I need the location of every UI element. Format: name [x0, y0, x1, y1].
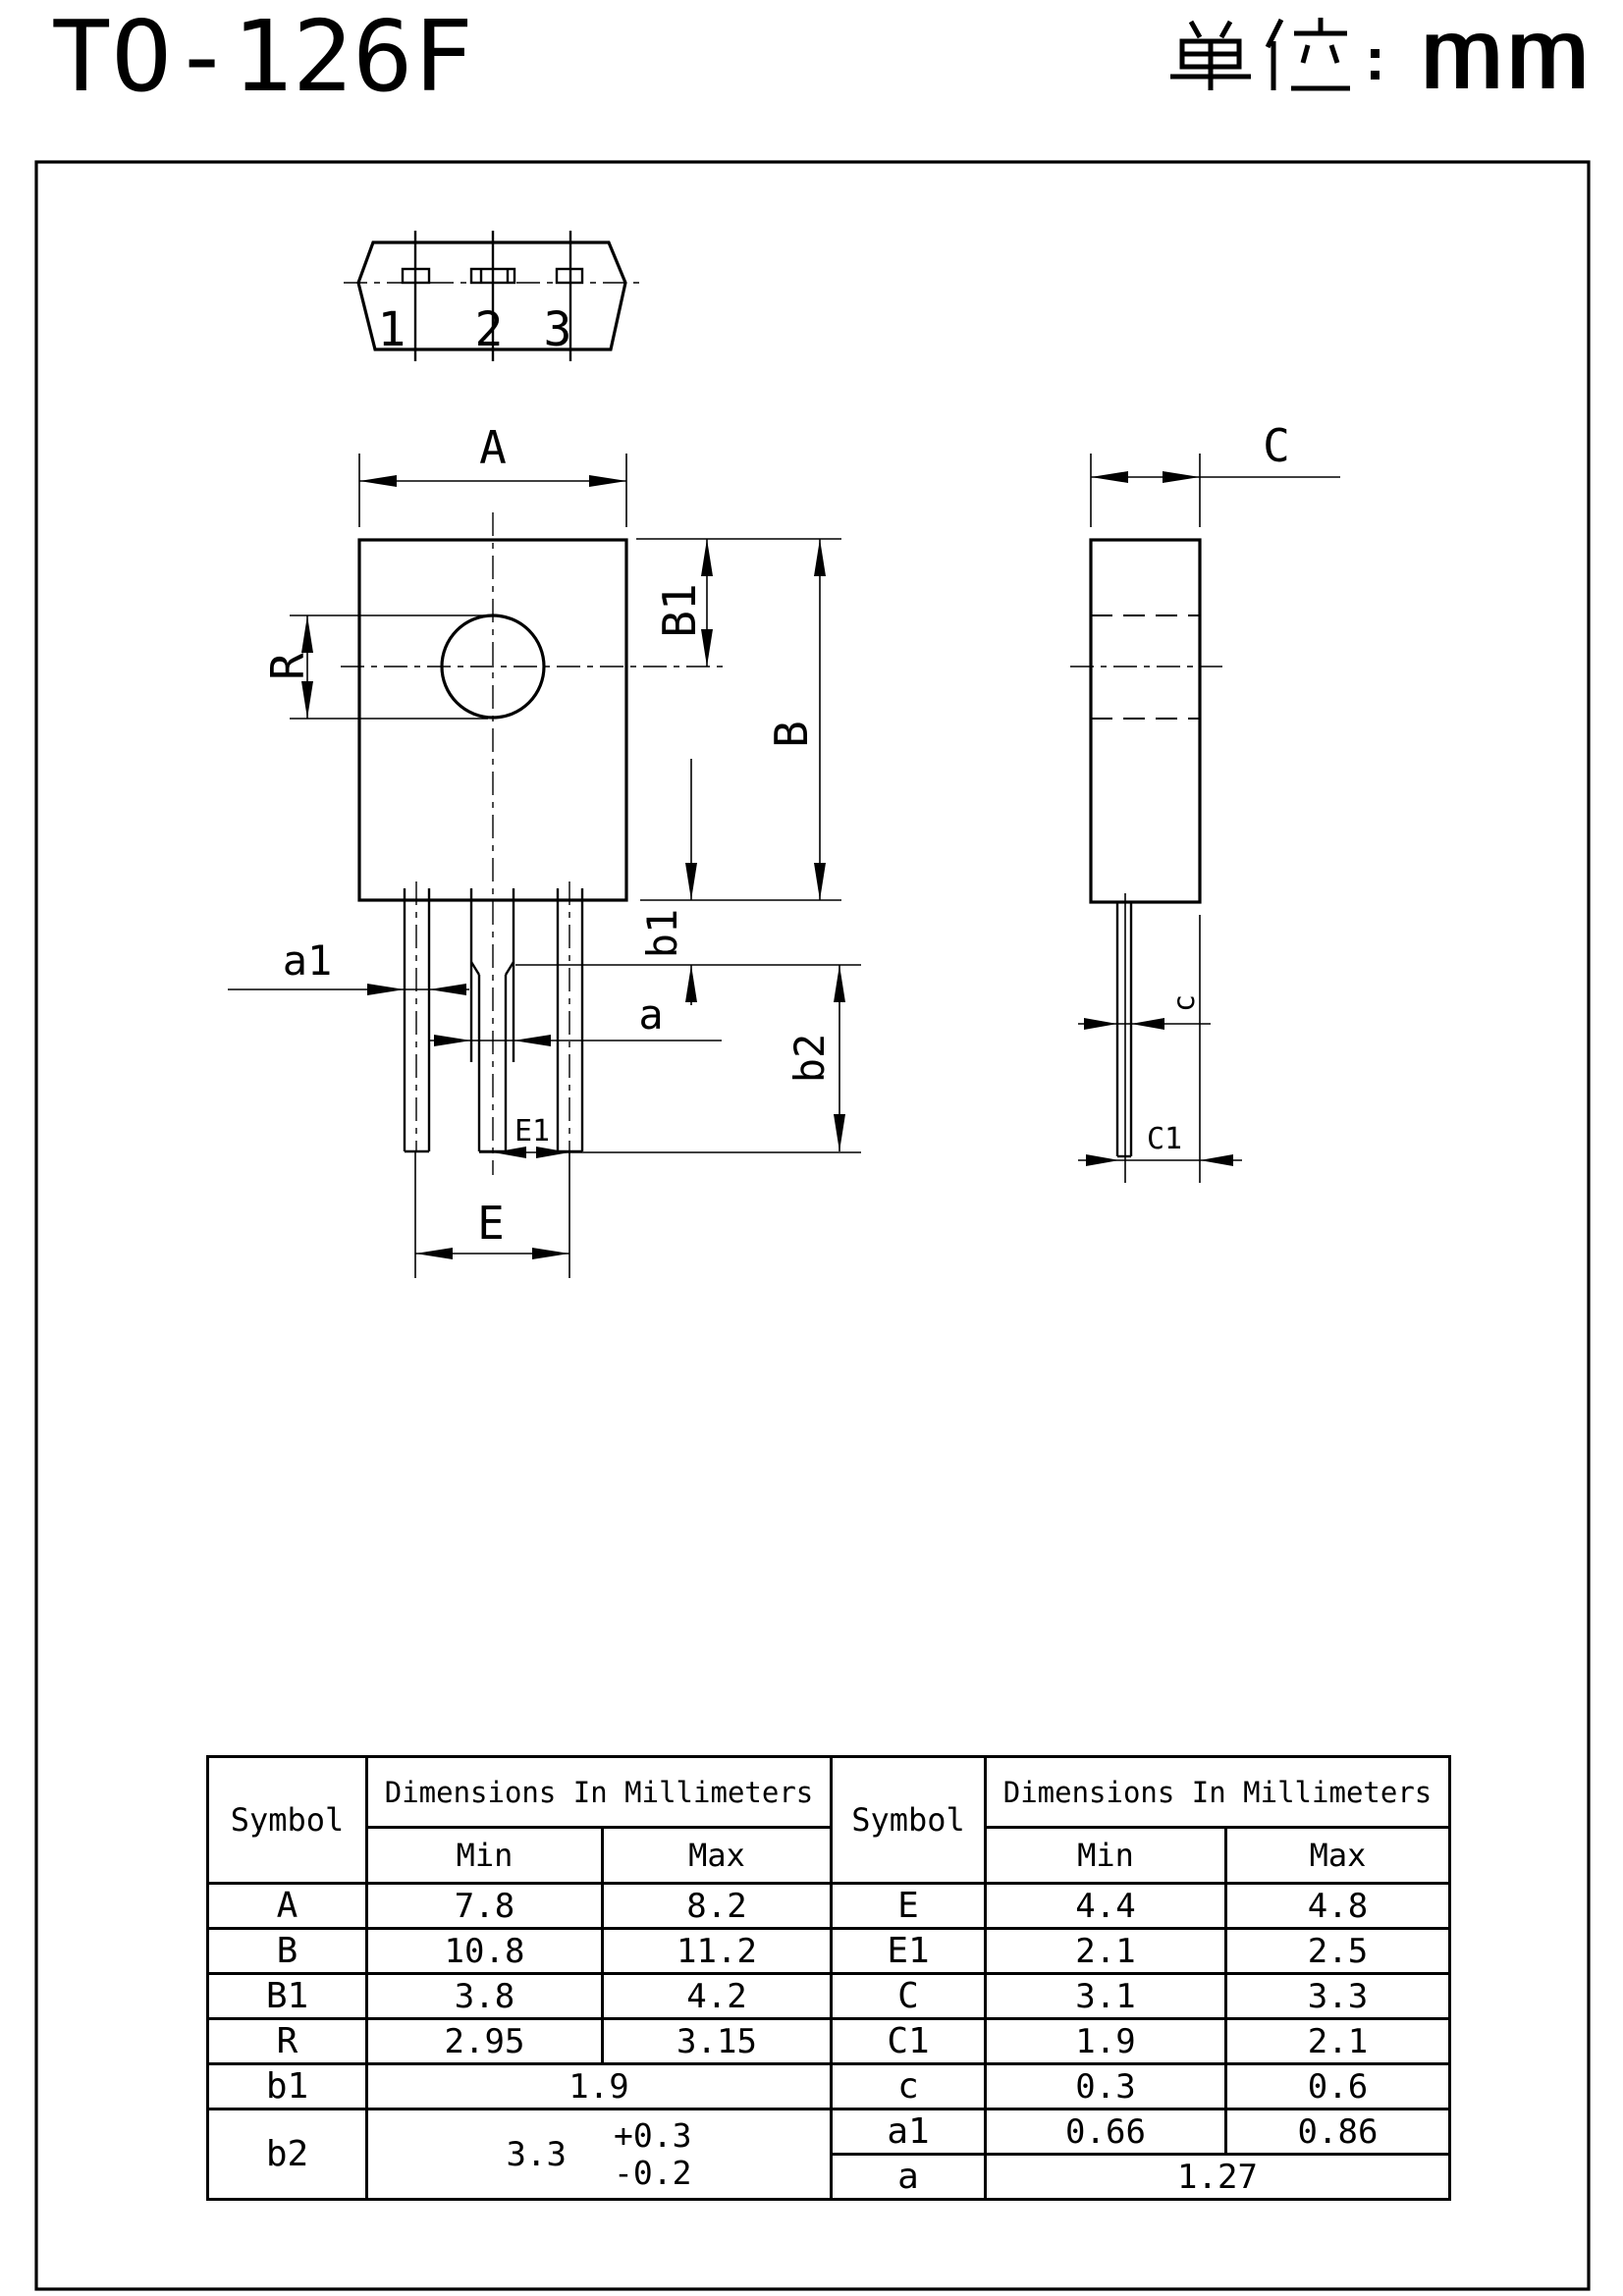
min-cell: 2.1	[986, 1929, 1226, 1974]
max-cell: 3.15	[603, 2019, 832, 2064]
dim-a	[430, 990, 722, 1046]
dims-header-left: Dimensions In Millimeters	[367, 1757, 832, 1828]
max-cell: 0.86	[1226, 2109, 1450, 2155]
max-cell: 0.6	[1226, 2064, 1450, 2109]
symbol-cell: E1	[832, 1929, 986, 1974]
max-cell: 11.2	[603, 1929, 832, 1974]
dim-label-A: A	[479, 421, 507, 474]
cjk-wei-glyph	[1268, 18, 1350, 90]
table-row	[208, 2064, 1450, 2109]
min-cell: 7.8	[367, 1884, 603, 1929]
max-header-left: Max	[603, 1828, 832, 1884]
symbol-cell: b1	[208, 2064, 367, 2109]
front-view	[228, 421, 861, 1278]
b2-tol-minus: -0.2	[613, 2153, 692, 2192]
dim-B1	[636, 539, 841, 667]
symbol-cell: a	[832, 2155, 986, 2200]
side-body-outline	[1091, 540, 1200, 902]
page-title	[51, 0, 473, 114]
symbol-cell: C	[832, 1974, 986, 2019]
dim-b1	[638, 759, 697, 1005]
min-cell: 3.1	[986, 1974, 1226, 2019]
table-row	[208, 1974, 1450, 2019]
pin-3-number: 3	[543, 302, 572, 357]
dim-label-B1: B1	[653, 583, 706, 638]
dim-label-C: C	[1263, 419, 1290, 472]
dim-label-E1: E1	[514, 1114, 551, 1148]
side-view	[1070, 419, 1340, 1183]
dim-label-b1: b1	[638, 908, 686, 959]
min-header-right: Min	[986, 1828, 1226, 1884]
symbol-cell: b2	[208, 2109, 367, 2200]
min-header-left: Min	[367, 1828, 603, 1884]
cjk-dan-glyph	[1170, 22, 1251, 90]
max-cell: 8.2	[603, 1884, 832, 1929]
pin-2-number: 2	[474, 302, 504, 357]
min-cell: 4.4	[986, 1884, 1226, 1929]
side-lead	[1117, 902, 1131, 1156]
dim-A	[359, 421, 626, 527]
min-cell: 0.66	[986, 2109, 1226, 2155]
dim-label-E: E	[477, 1197, 505, 1250]
unit-label	[1170, 0, 1591, 112]
symbol-header-left: Symbol	[208, 1757, 367, 1884]
merged-value-cell: 1.9	[367, 2064, 832, 2109]
dim-C	[1091, 419, 1340, 527]
symbol-cell: A	[208, 1884, 367, 1929]
min-cell: 10.8	[367, 1929, 603, 1974]
dim-C1	[1078, 1122, 1242, 1166]
table-row	[208, 2019, 1450, 2064]
dim-c	[1078, 994, 1211, 1030]
dim-label-R: R	[261, 653, 314, 680]
max-cell: 2.5	[1226, 1929, 1450, 1974]
merged-value-cell: 1.27	[986, 2155, 1450, 2200]
min-cell: 3.8	[367, 1974, 603, 2019]
merged-value-cell	[367, 2109, 832, 2200]
fullwidth-colon-glyph	[1371, 49, 1380, 80]
b2-nominal: 3.3	[506, 2134, 567, 2174]
table-row	[208, 1929, 1450, 1974]
symbol-header-right: Symbol	[832, 1757, 986, 1884]
dim-label-C1: C1	[1146, 1122, 1183, 1156]
min-cell: 1.9	[986, 2019, 1226, 2064]
unit-mm-text: mm	[1419, 0, 1591, 112]
max-cell: 3.3	[1226, 1974, 1450, 2019]
max-cell: 2.1	[1226, 2019, 1450, 2064]
dim-label-b2: b2	[785, 1033, 834, 1084]
symbol-cell: c	[832, 2064, 986, 2109]
table-row	[208, 2109, 1450, 2155]
dim-label-c: c	[1167, 993, 1202, 1013]
max-cell: 4.8	[1226, 1884, 1450, 1929]
symbol-cell: E	[832, 1884, 986, 1929]
max-header-right: Max	[1226, 1828, 1450, 1884]
table-header-row	[208, 1757, 1450, 1828]
dim-label-a: a	[638, 990, 664, 1039]
table-subheader-row	[208, 1828, 1450, 1884]
dim-label-a1: a1	[282, 936, 333, 985]
symbol-cell: a1	[832, 2109, 986, 2155]
min-cell: 2.95	[367, 2019, 603, 2064]
max-cell: 4.2	[603, 1974, 832, 2019]
dim-a1	[228, 936, 469, 995]
symbol-cell: C1	[832, 2019, 986, 2064]
symbol-cell: B1	[208, 1974, 367, 2019]
min-cell: 0.3	[986, 2064, 1226, 2109]
package-name: TO-126F	[51, 0, 473, 114]
dimensions-table	[206, 1755, 1451, 2201]
dim-b2	[785, 965, 845, 1151]
table-row	[208, 1884, 1450, 1929]
pin-1-number: 1	[377, 302, 406, 357]
symbol-cell: B	[208, 1929, 367, 1974]
symbol-cell: R	[208, 2019, 367, 2064]
dims-header-right: Dimensions In Millimeters	[986, 1757, 1450, 1828]
b2-tol-plus: +0.3	[613, 2115, 692, 2155]
top-view	[344, 231, 640, 361]
b2-tolerance	[614, 2117, 691, 2192]
dim-label-B: B	[765, 721, 818, 748]
